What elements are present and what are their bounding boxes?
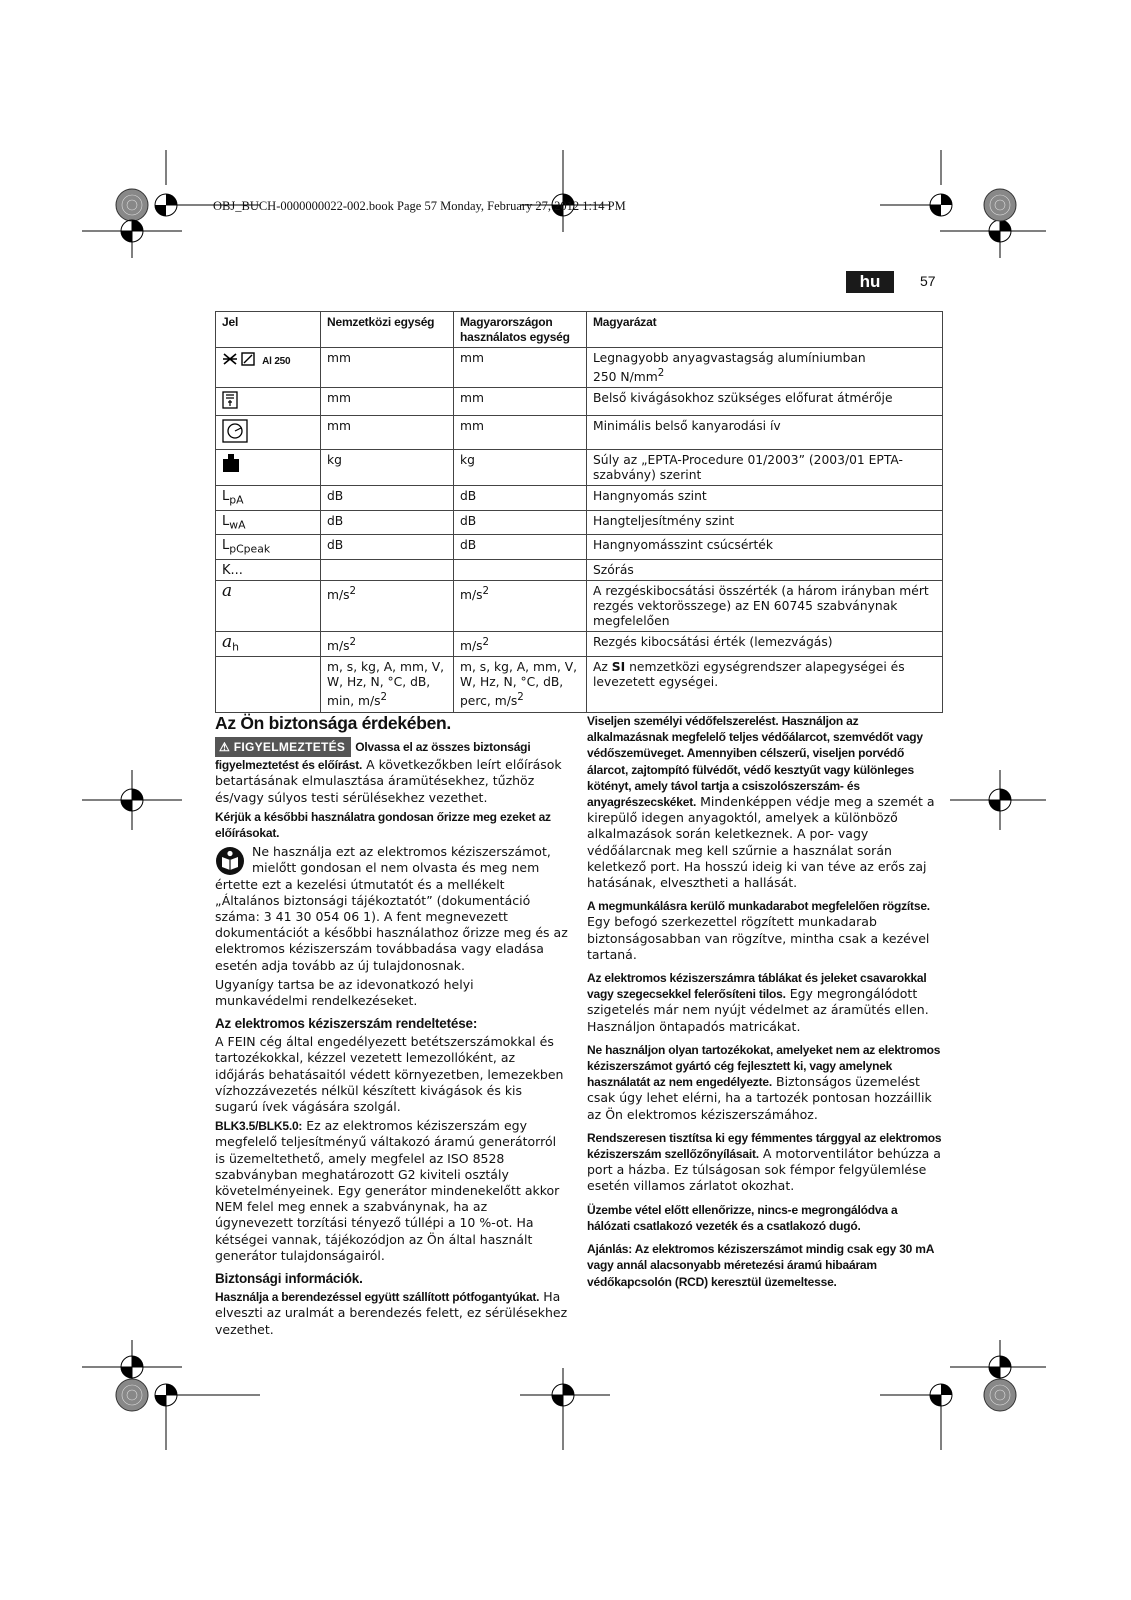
left-column bbox=[215, 713, 568, 1341]
explanation-cell: Az SI nemzetközi egységrendszer alapegységei és levezetett egységei. bbox=[587, 657, 943, 712]
header-explanation: Magyarázat bbox=[587, 312, 943, 348]
symbol-cell: $a_h$ bbox=[216, 631, 321, 657]
hu-unit-cell: dB bbox=[454, 486, 587, 511]
explanation-cell: Minimális belső kanyarodási ív bbox=[587, 416, 943, 450]
generator-paragraph: BLK3.5/BLK5.0: Ez az elektromos kéziszerszám egy megfelelő teljesítményű váltakozó áramú generátorról is üzemeltethető, amely megfelel az ISO 8528 szabványban meghatározott G2 kiviteli osztály követelményeinek. Egy generátor mindenekelőtt akkor NEM felel meg ennek a szabványnak, ha az úgynevezett torzítási tényező túllépi a 10 %-ot. Ha kétségei vannak, tájékozódjon az Ön által használt generátor tulajdonságairól. bbox=[215, 1118, 560, 1263]
header-hu-unit: Magyarországon használatos egység bbox=[454, 312, 587, 348]
symbol-cell: $L_{pA}$ bbox=[216, 486, 321, 511]
hu-unit-cell: dB bbox=[454, 510, 587, 535]
vents-paragraph: Rendszeresen tisztítsa ki egy fémmentes tárggyal az elektromos kéziszerszám szellőzőnyílásait. A motorventilátor behúzza a port a házba. Ez túlságosan sok fémpor felgyülemlése esetén villamos zárlatot okozhat. bbox=[587, 1130, 942, 1194]
page-number: 57 bbox=[920, 273, 936, 289]
rcd-paragraph: Ajánlás: Az elektromos kéziszerszámot mindig csak egy 30 mA vagy annál alacsonyabb méretezési áramú hibaáram védőkapcsolón (RCD) keresztül üzemeltesse. bbox=[587, 1242, 934, 1289]
intl-unit-cell: $m/s^2$ bbox=[321, 631, 454, 657]
intl-unit-cell: dB bbox=[321, 486, 454, 511]
pre-drill-diameter-icon bbox=[222, 398, 238, 413]
handle-paragraph: Használja a berendezéssel együtt szállított pótfogantyúkat. Ha elveszti az uralmát a berendezés felett, ez sérülésekhez vezethet. bbox=[215, 1289, 568, 1337]
intl-unit-cell: dB bbox=[321, 535, 454, 560]
symbol-cell: $L_{wA}$ bbox=[216, 510, 321, 535]
explanation-cell: Hangnyomásszint csúcsérték bbox=[587, 535, 943, 560]
table-row bbox=[216, 450, 943, 486]
hu-unit-cell: dB bbox=[454, 535, 587, 560]
read-manual-paragraph: Ne használja ezt az elektromos kéziszerszámot, mielőtt gondosan el nem olvasta és meg nem értette ezt a kezelési útmutatót és a mellékelt „Általános biztonsági tájékoztatót” (dokumentáció száma: 3 41 30 054 06 1). A fent megnevezett dokumentációt a későbbi használathoz őrizze meg és az elektromos kéziszerszám továbbadása vagy eladása esetén adja tovább az új tulajdonosnak. bbox=[215, 844, 568, 973]
symbol-cell bbox=[216, 450, 321, 486]
table-row bbox=[216, 580, 943, 631]
header-symbol: Jel bbox=[216, 312, 321, 348]
cut-thickness-icon bbox=[222, 356, 258, 371]
right-column bbox=[587, 713, 943, 1297]
hu-unit-cell: mm bbox=[454, 416, 587, 450]
material-label: Al 250 bbox=[262, 356, 291, 367]
hu-unit-cell: $m/s^2$ bbox=[454, 580, 587, 631]
symbol-cell: a bbox=[216, 580, 321, 631]
hu-unit-cell: kg bbox=[454, 450, 587, 486]
table-row bbox=[216, 559, 943, 580]
table-header-row bbox=[216, 312, 943, 348]
explanation-cell: Hangteljesítmény szint bbox=[587, 510, 943, 535]
explanation-cell: Rezgés kibocsátási érték (lemezvágás) bbox=[587, 631, 943, 657]
hu-unit-cell: mm bbox=[454, 348, 587, 388]
clamp-paragraph: A megmunkálásra kerülő munkadarabot megfelelően rögzítse. Egy befogó szerkezettel rögzített munkadarab biztonságosabban van rögzítve, mintha csak a kezével tartaná. bbox=[587, 899, 930, 962]
intl-unit-cell: m, s, kg, A, mm, V, W, Hz, N, °C, dB, min, $m/s^2$ bbox=[321, 657, 454, 712]
symbol-table bbox=[215, 311, 943, 713]
book-info-line: OBJ_BUCH-0000000022-002.book Page 57 Monday, February 27, 2012 1:14 PM bbox=[213, 199, 626, 213]
explanation-cell: Szórás bbox=[587, 559, 943, 580]
table-row bbox=[216, 348, 943, 388]
explanation-cell: Belső kivágásokhoz szükséges előfurat átmérője bbox=[587, 388, 943, 416]
purpose-paragraph: A FEIN cég által engedélyezett betétszerszámokkal és tartozékokkal, kézzel vezetett lemezollóként, az időjárás behatásaitól védett környezetben, lemezekben vízhozzávezetés nélkül készített kivágások és kis sugarú ívek vágására szolgál. bbox=[215, 1034, 564, 1115]
intl-unit-cell: dB bbox=[321, 510, 454, 535]
table-row bbox=[216, 486, 943, 511]
curve-radius-icon bbox=[222, 432, 248, 447]
intl-unit-cell: mm bbox=[321, 348, 454, 388]
safety-heading: Biztonsági információk. bbox=[215, 1271, 363, 1287]
intl-unit-cell: $m/s^2$ bbox=[321, 580, 454, 631]
explanation-cell: Súly az „EPTA-Procedure 01/2003” (2003/01 EPTA-szabvány) szerint bbox=[587, 450, 943, 486]
table-row bbox=[216, 510, 943, 535]
intl-unit-cell: kg bbox=[321, 450, 454, 486]
explanation-cell: A rezgéskibocsátási összérték (a három irányban mért rezgés vektorösszege) az EN 60745 szabványnak megfelelően bbox=[587, 580, 943, 631]
symbol-cell bbox=[216, 388, 321, 416]
table-row bbox=[216, 535, 943, 560]
symbol-cell bbox=[216, 348, 321, 388]
intl-unit-cell bbox=[321, 559, 454, 580]
header-intl-unit: Nemzetközi egység bbox=[321, 312, 454, 348]
explanation-cell: Legnagyobb anyagvastagság alumíniumban 250 $N/mm^2$ bbox=[587, 348, 943, 388]
symbol-cell bbox=[216, 416, 321, 450]
symbol-cell: K... bbox=[216, 559, 321, 580]
warning-badge: ⚠ FIGYELMEZTETÉS bbox=[215, 737, 351, 757]
read-manual-icon bbox=[215, 846, 245, 876]
symbol-cell: $L_{pCpeak}$ bbox=[216, 535, 321, 560]
symbol-cell bbox=[216, 657, 321, 712]
warning-triangle-icon: ⚠ bbox=[219, 740, 231, 754]
table-row bbox=[216, 631, 943, 657]
local-regulations: Ugyanígy tartsa be az idevonatkozó helyi munkavédelmi rendelkezéseket. bbox=[215, 976, 474, 1009]
accessories-paragraph: Ne használjon olyan tartozékokat, amelyeket nem az elektromos kéziszerszámot gyártó cég fejlesztett ki, vagy amelynek használatát az nem engedélyezte. Biztonságos üzemelést csak úgy lehet elérni, ha a tartozék pontosan hozzáillik az Ön elektromos kéziszerszámához. bbox=[587, 1042, 941, 1122]
weight-icon bbox=[222, 462, 240, 477]
keep-instructions: Kérjük a későbbi használatra gondosan őrizze meg ezeket az előírásokat. bbox=[215, 809, 551, 841]
table-row bbox=[216, 657, 943, 712]
hu-unit-cell: m, s, kg, A, mm, V, W, Hz, N, °C, dB, perc, $m/s^2$ bbox=[454, 657, 587, 712]
intl-unit-cell: mm bbox=[321, 416, 454, 450]
hu-unit-cell bbox=[454, 559, 587, 580]
intl-unit-cell: mm bbox=[321, 388, 454, 416]
explanation-cell: Hangnyomás szint bbox=[587, 486, 943, 511]
table-row bbox=[216, 388, 943, 416]
language-badge: hu bbox=[846, 271, 894, 293]
warning-paragraph: ⚠ FIGYELMEZTETÉS Olvassa el az összes biztonsági figyelmeztetést és előírást. A következőkben leírt előírások betartásának elmulasztása áramütésekhez, tűzhöz és/vagy súlyos testi sérülésekhez vezethet. bbox=[215, 737, 568, 806]
ppe-paragraph: Viseljen személyi védőfelszerelést. Használjon az alkalmazásnak megfelelő teljes védőálarcot, szemvédőt vagy védőszemüveget. Amennyiben célszerű, viseljen porvédő álarcot, zajtompító fülvédőt, védő kesztyűt vagy különleges kötényt, amely távol tartja a csiszolószerszám- és anyagrészecskéket. Mindenképpen védje meg a szemét a kirepülő idegen anyagoktól, amelyek a különböző alkalmazások során keletkeznek. A por- vagy védőálarcnak meg kell szűrnie a használat során keletkező port. Ha hosszú ideig ki van téve az erős zaj hatásának, elvesztheti a hallását. bbox=[587, 714, 935, 891]
section-title: Az Ön biztonsága érdekében. bbox=[215, 713, 451, 733]
cable-check-paragraph: Üzembe vétel előtt ellenőrizze, nincs-e megrongálódva a hálózati csatlakozó vezeték és a csatlakozó dugó. bbox=[587, 1202, 898, 1233]
hu-unit-cell: mm bbox=[454, 388, 587, 416]
purpose-heading: Az elektromos kéziszerszám rendeltetése: bbox=[215, 1016, 478, 1032]
hu-unit-cell: $m/s^2$ bbox=[454, 631, 587, 657]
no-plates-paragraph: Az elektromos kéziszerszámra táblákat és jeleket csavarokkal vagy szegecsekkel felerősíteni tilos. Egy megrongálódott szigetelés már nem nyújt védelmet az áramütés ellen. Használjon öntapadós matricákat. bbox=[587, 971, 929, 1034]
table-row bbox=[216, 416, 943, 450]
